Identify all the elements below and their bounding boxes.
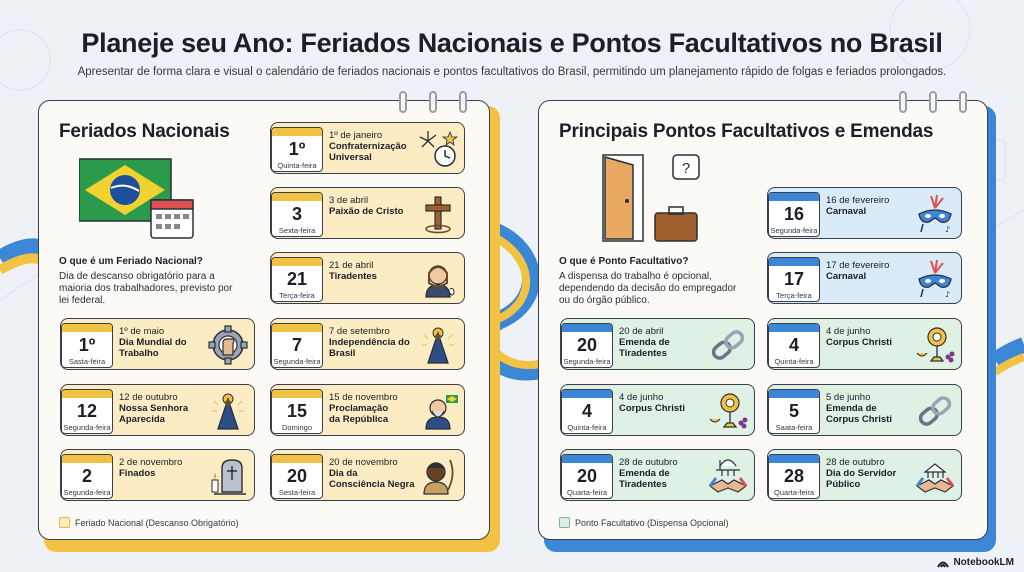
date-number: 3 — [291, 204, 302, 224]
holiday-name-line: Tiradentes — [619, 348, 667, 359]
date-badge — [61, 389, 113, 434]
optional-holiday-legend: Ponto Facultativo (Dispensa Opcional) — [559, 517, 729, 528]
weekday-label: Quinta-feira — [277, 161, 317, 170]
national-holiday-legend: Feriado Nacional (Descanso Obrigatório) — [59, 517, 239, 528]
holiday-name-line: Emenda de — [619, 337, 670, 348]
holiday-name-line: Dia da — [329, 468, 358, 479]
holiday-name-line: Independência do — [329, 337, 410, 348]
date-number: 20 — [576, 466, 598, 486]
date-badge — [271, 257, 323, 302]
holiday-name-line: Corpus Christi — [619, 403, 685, 414]
holiday-name-line: Universal — [329, 152, 372, 163]
weekday-label: Domingo — [281, 423, 312, 432]
legend-swatch-yellow — [59, 517, 70, 528]
holiday-name-line: Emenda de — [619, 468, 670, 479]
holiday-date: 20 de novembro — [329, 457, 398, 468]
date-number: 21 — [286, 269, 308, 289]
date-badge — [768, 389, 820, 434]
holiday-date: 2 de novembro — [119, 457, 183, 468]
date-number: 4 — [788, 335, 799, 355]
holiday-text — [119, 457, 211, 479]
holiday-name-line: Consciência Negra — [329, 479, 415, 490]
holiday-card — [767, 318, 962, 370]
holiday-text — [619, 457, 711, 490]
holiday-text — [619, 326, 711, 359]
holiday-card — [60, 318, 255, 370]
holiday-card — [767, 449, 962, 501]
page-title: Planeje seu Ano: Feriados Nacionais e Pontos Facultativos no Brasil — [81, 28, 943, 58]
holiday-date: 3 de abril — [329, 195, 369, 206]
holiday-date: 20 de abril — [619, 326, 664, 337]
date-number: 16 — [783, 204, 805, 224]
holiday-name-line: Tiradentes — [329, 271, 377, 282]
national-holiday-question: O que é um Feriado Nacional? — [59, 256, 203, 267]
holiday-card — [560, 384, 755, 436]
date-number: 1º — [78, 335, 96, 355]
holiday-text — [329, 195, 421, 217]
date-badge — [768, 192, 820, 237]
holiday-text — [329, 130, 421, 163]
svg-text:?: ? — [681, 160, 691, 177]
weekday-label: Terça-feira — [776, 291, 812, 300]
weekday-label: Saata-feira — [775, 423, 813, 432]
holiday-text — [826, 326, 918, 348]
holiday-card — [270, 384, 465, 436]
holiday-text — [119, 326, 211, 359]
optional-holidays-title: Principais Pontos Facultativos e Emendas — [559, 121, 934, 142]
date-badge — [768, 454, 820, 499]
date-number: 20 — [286, 466, 308, 486]
holiday-card — [270, 187, 465, 239]
brazil-flag-calendar-icon — [79, 155, 209, 245]
date-badge — [768, 323, 820, 368]
notebooklm-icon — [937, 558, 949, 568]
holiday-name-line: Dia do Servidor — [826, 468, 897, 479]
date-badge — [61, 454, 113, 499]
weekday-label: Sexta-feira — [278, 226, 316, 235]
saint-statue-icon — [208, 391, 248, 431]
holiday-name-line: Proclamação — [329, 403, 389, 414]
date-badge — [271, 454, 323, 499]
weekday-label: Segunda-feira — [563, 357, 611, 366]
date-number: 2 — [81, 466, 92, 486]
holiday-name-line: Público — [826, 479, 861, 490]
holiday-date: 15 de novembro — [329, 392, 398, 403]
holiday-name-line: Corpus Christi — [826, 414, 892, 425]
holiday-text — [826, 392, 918, 425]
weekday-label: Quinta-feira — [567, 423, 607, 432]
holiday-name-line: Brasil — [329, 348, 356, 359]
holiday-card — [60, 449, 255, 501]
monstrance-icon — [708, 391, 748, 431]
holiday-name-line: Tiradentes — [619, 479, 667, 490]
page-subtitle: Apresentar de forma clara e visual o calendário de feriados nacionais e pontos facultativos do Brasil, permitindo um planejamento rápido de folgas e feriados prolongados. — [77, 66, 947, 78]
holiday-text — [826, 457, 918, 490]
holiday-card — [767, 252, 962, 304]
date-badge — [561, 389, 613, 434]
handshake-building-icon — [915, 456, 955, 496]
holiday-card — [560, 318, 755, 370]
date-badge — [61, 323, 113, 368]
holiday-text — [329, 260, 421, 282]
holiday-date: 17 de fevereiro — [826, 260, 890, 271]
holiday-text — [329, 392, 421, 425]
holiday-date: 4 de junho — [619, 392, 664, 403]
holiday-name-line: Corpus Christi — [826, 337, 892, 348]
holiday-name-line: Finados — [119, 468, 156, 479]
holiday-card — [270, 252, 465, 304]
optional-holiday-question: O que é Ponto Facultativo? — [559, 256, 689, 267]
holiday-name-line: Paixão de Cristo — [329, 206, 404, 217]
date-badge — [271, 127, 323, 172]
carnival-mask-icon — [915, 194, 955, 234]
date-number: 4 — [581, 401, 592, 421]
date-badge — [561, 323, 613, 368]
holiday-date: 12 de outubro — [119, 392, 178, 403]
holiday-card — [270, 122, 465, 174]
optional-holiday-answer: A dispensa do trabalho é opcional, dependendo da decisão do empregador ou do órgão público. — [559, 271, 737, 306]
date-number: 7 — [291, 335, 302, 355]
holiday-date: 28 de outubro — [826, 457, 885, 468]
zumbi-portrait-icon — [418, 456, 458, 496]
monstrance-icon — [915, 325, 955, 365]
carnival-mask-icon — [915, 259, 955, 299]
holiday-text — [826, 260, 918, 282]
svg-text:♪: ♪ — [945, 290, 951, 299]
holiday-card — [767, 187, 962, 239]
holiday-date: 28 de outubro — [619, 457, 678, 468]
holiday-name-line: Nossa Senhora — [119, 403, 189, 414]
holiday-name-line: da República — [329, 414, 389, 425]
holiday-name-line: Trabalho — [119, 348, 159, 359]
open-door-briefcase-icon — [599, 151, 709, 246]
holiday-name-line: Confraternização — [329, 141, 407, 152]
holiday-date: 7 de setembro — [329, 326, 390, 337]
date-badge — [271, 389, 323, 434]
holiday-card — [560, 449, 755, 501]
holiday-text — [826, 195, 918, 217]
tombstone-icon — [208, 456, 248, 496]
holiday-name-line: Dia Mundial do — [119, 337, 187, 348]
holiday-text — [329, 326, 421, 359]
date-number: 15 — [286, 401, 308, 421]
date-badge — [561, 454, 613, 499]
gear-fist-icon — [208, 325, 248, 365]
holiday-date: 1º de janeiro — [329, 130, 383, 141]
svg-text:♪: ♪ — [945, 225, 951, 234]
date-number: 28 — [783, 466, 805, 486]
holiday-card — [60, 384, 255, 436]
weekday-label: Terça-feira — [279, 291, 315, 300]
date-number: 17 — [783, 269, 805, 289]
weekday-label: Segunda-feira — [273, 357, 321, 366]
republic-portrait-icon — [418, 391, 458, 431]
saint-statue-icon — [418, 325, 458, 365]
cross-icon — [418, 194, 458, 234]
handshake-capitol-icon — [708, 456, 748, 496]
holiday-card — [767, 384, 962, 436]
date-badge — [271, 323, 323, 368]
date-number: 5 — [788, 401, 799, 421]
holiday-date: 16 de fevereiro — [826, 195, 890, 206]
holiday-text — [329, 457, 421, 490]
holiday-card — [270, 449, 465, 501]
weekday-label: Sesta-feira — [278, 488, 316, 497]
chain-link-icon — [708, 325, 748, 365]
holiday-name-line: Emenda de — [826, 403, 877, 414]
holiday-date: 4 de junho — [826, 326, 871, 337]
notebooklm-logo: NotebookLM — [937, 557, 1014, 568]
date-badge — [768, 257, 820, 302]
calendar-rings — [899, 91, 967, 113]
national-holiday-answer: Dia de descanso obrigatório para a maioria dos trabalhadores, previsto por lei federal. — [59, 271, 233, 306]
weekday-label: Sasta-feira — [68, 357, 106, 366]
weekday-label: Quinta-feira — [774, 357, 814, 366]
date-number: 1º — [288, 139, 306, 159]
holiday-name-line: Carnaval — [826, 271, 867, 282]
national-holidays-title: Feriados Nacionais — [59, 121, 230, 142]
weekday-label: Quarta-feira — [773, 488, 815, 497]
holiday-date: 1º de maio — [119, 326, 165, 337]
holiday-date: 21 de abril — [329, 260, 374, 271]
holiday-text — [619, 392, 711, 414]
date-number: 12 — [76, 401, 98, 421]
weekday-label: Segunda-feira — [63, 423, 111, 432]
legend-swatch-green — [559, 517, 570, 528]
holiday-name-line: Carnaval — [826, 206, 867, 217]
holiday-date: 5 de junho — [826, 392, 871, 403]
weekday-label: Quarta-feira — [566, 488, 608, 497]
holiday-card — [270, 318, 465, 370]
tiradentes-portrait-icon — [418, 259, 458, 299]
fireworks-clock-icon — [418, 129, 458, 169]
date-number: 20 — [576, 335, 598, 355]
date-badge — [271, 192, 323, 237]
weekday-label: Segunda-feira — [63, 488, 111, 497]
weekday-label: Segunda-feira — [770, 226, 818, 235]
holiday-text — [119, 392, 211, 425]
chain-link-icon — [915, 391, 955, 431]
calendar-rings — [399, 91, 467, 113]
holiday-name-line: Aparecida — [119, 414, 165, 425]
